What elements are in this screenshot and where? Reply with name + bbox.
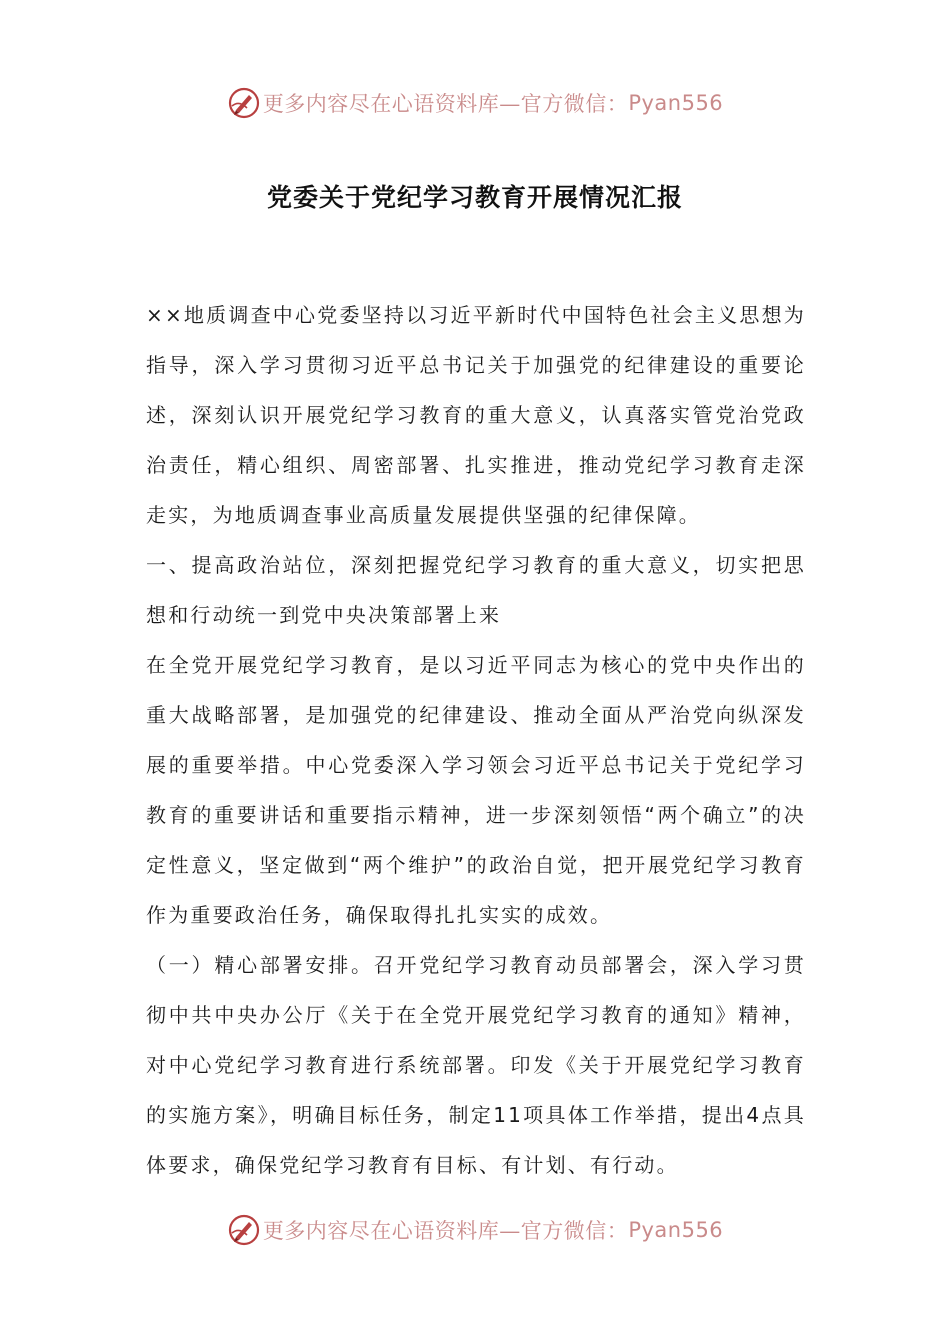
- watermark-wechat-id: Pyan556: [628, 91, 724, 115]
- paragraph-intro: ××地质调查中心党委坚持以习近平新时代中国特色社会主义思想为指导，深入学习贯彻习近平总书记关于加强党的纪律建设的重要论述，深刻认识开展党纪学习教育的重大意义，认真落实管党治党政治责任，精心组织、周密部署、扎实推进，推动党纪学习教育走深走实，为地质调查事业高质量发展提供坚强的纪律保障。: [146, 303, 806, 527]
- pen-logo-icon: [227, 1213, 261, 1247]
- pen-logo-icon: [227, 86, 261, 120]
- watermark-brand-text: 更多内容尽在心语资料库—官方微信：: [262, 92, 629, 116]
- section-heading-1: 一、提高政治站位，深刻把握党纪学习教育的重大意义，切实把思想和行动统一到党中央决策部署上来: [146, 553, 806, 627]
- document-body: [146, 290, 806, 1190]
- watermark-brand-text: 更多内容尽在心语资料库—官方微信：: [262, 1219, 629, 1243]
- watermark-wechat-id: Pyan556: [628, 1218, 724, 1242]
- paragraph-subsection-1: （一）精心部署安排。召开党纪学习教育动员部署会，深入学习贯彻中共中央办公厅《关于在全党开展党纪学习教育的通知》精神，对中心党纪学习教育进行系统部署。印发《关于开展党纪学习教育的实施方案》，明确目标任务，制定11项具体工作举措，提出4点具体要求，确保党纪学习教育有目标、有计划、有行动。: [146, 953, 806, 1177]
- watermark-banner-bottom: [0, 1208, 950, 1252]
- document-title: 党委关于党纪学习教育开展情况汇报: [266, 183, 683, 212]
- watermark-banner-top: [0, 81, 950, 125]
- paragraph-section-1: 在全党开展党纪学习教育，是以习近平同志为核心的党中央作出的重大战略部署，是加强党的纪律建设、推动全面从严治党向纵深发展的重要举措。中心党委深入学习领会习近平总书记关于党纪学习教育的重要讲话和重要指示精神，进一步深刻领悟“两个确立”的决定性意义，坚定做到“两个维护”的政治自觉，把开展党纪学习教育作为重要政治任务，确保取得扎扎实实的成效。: [146, 653, 806, 927]
